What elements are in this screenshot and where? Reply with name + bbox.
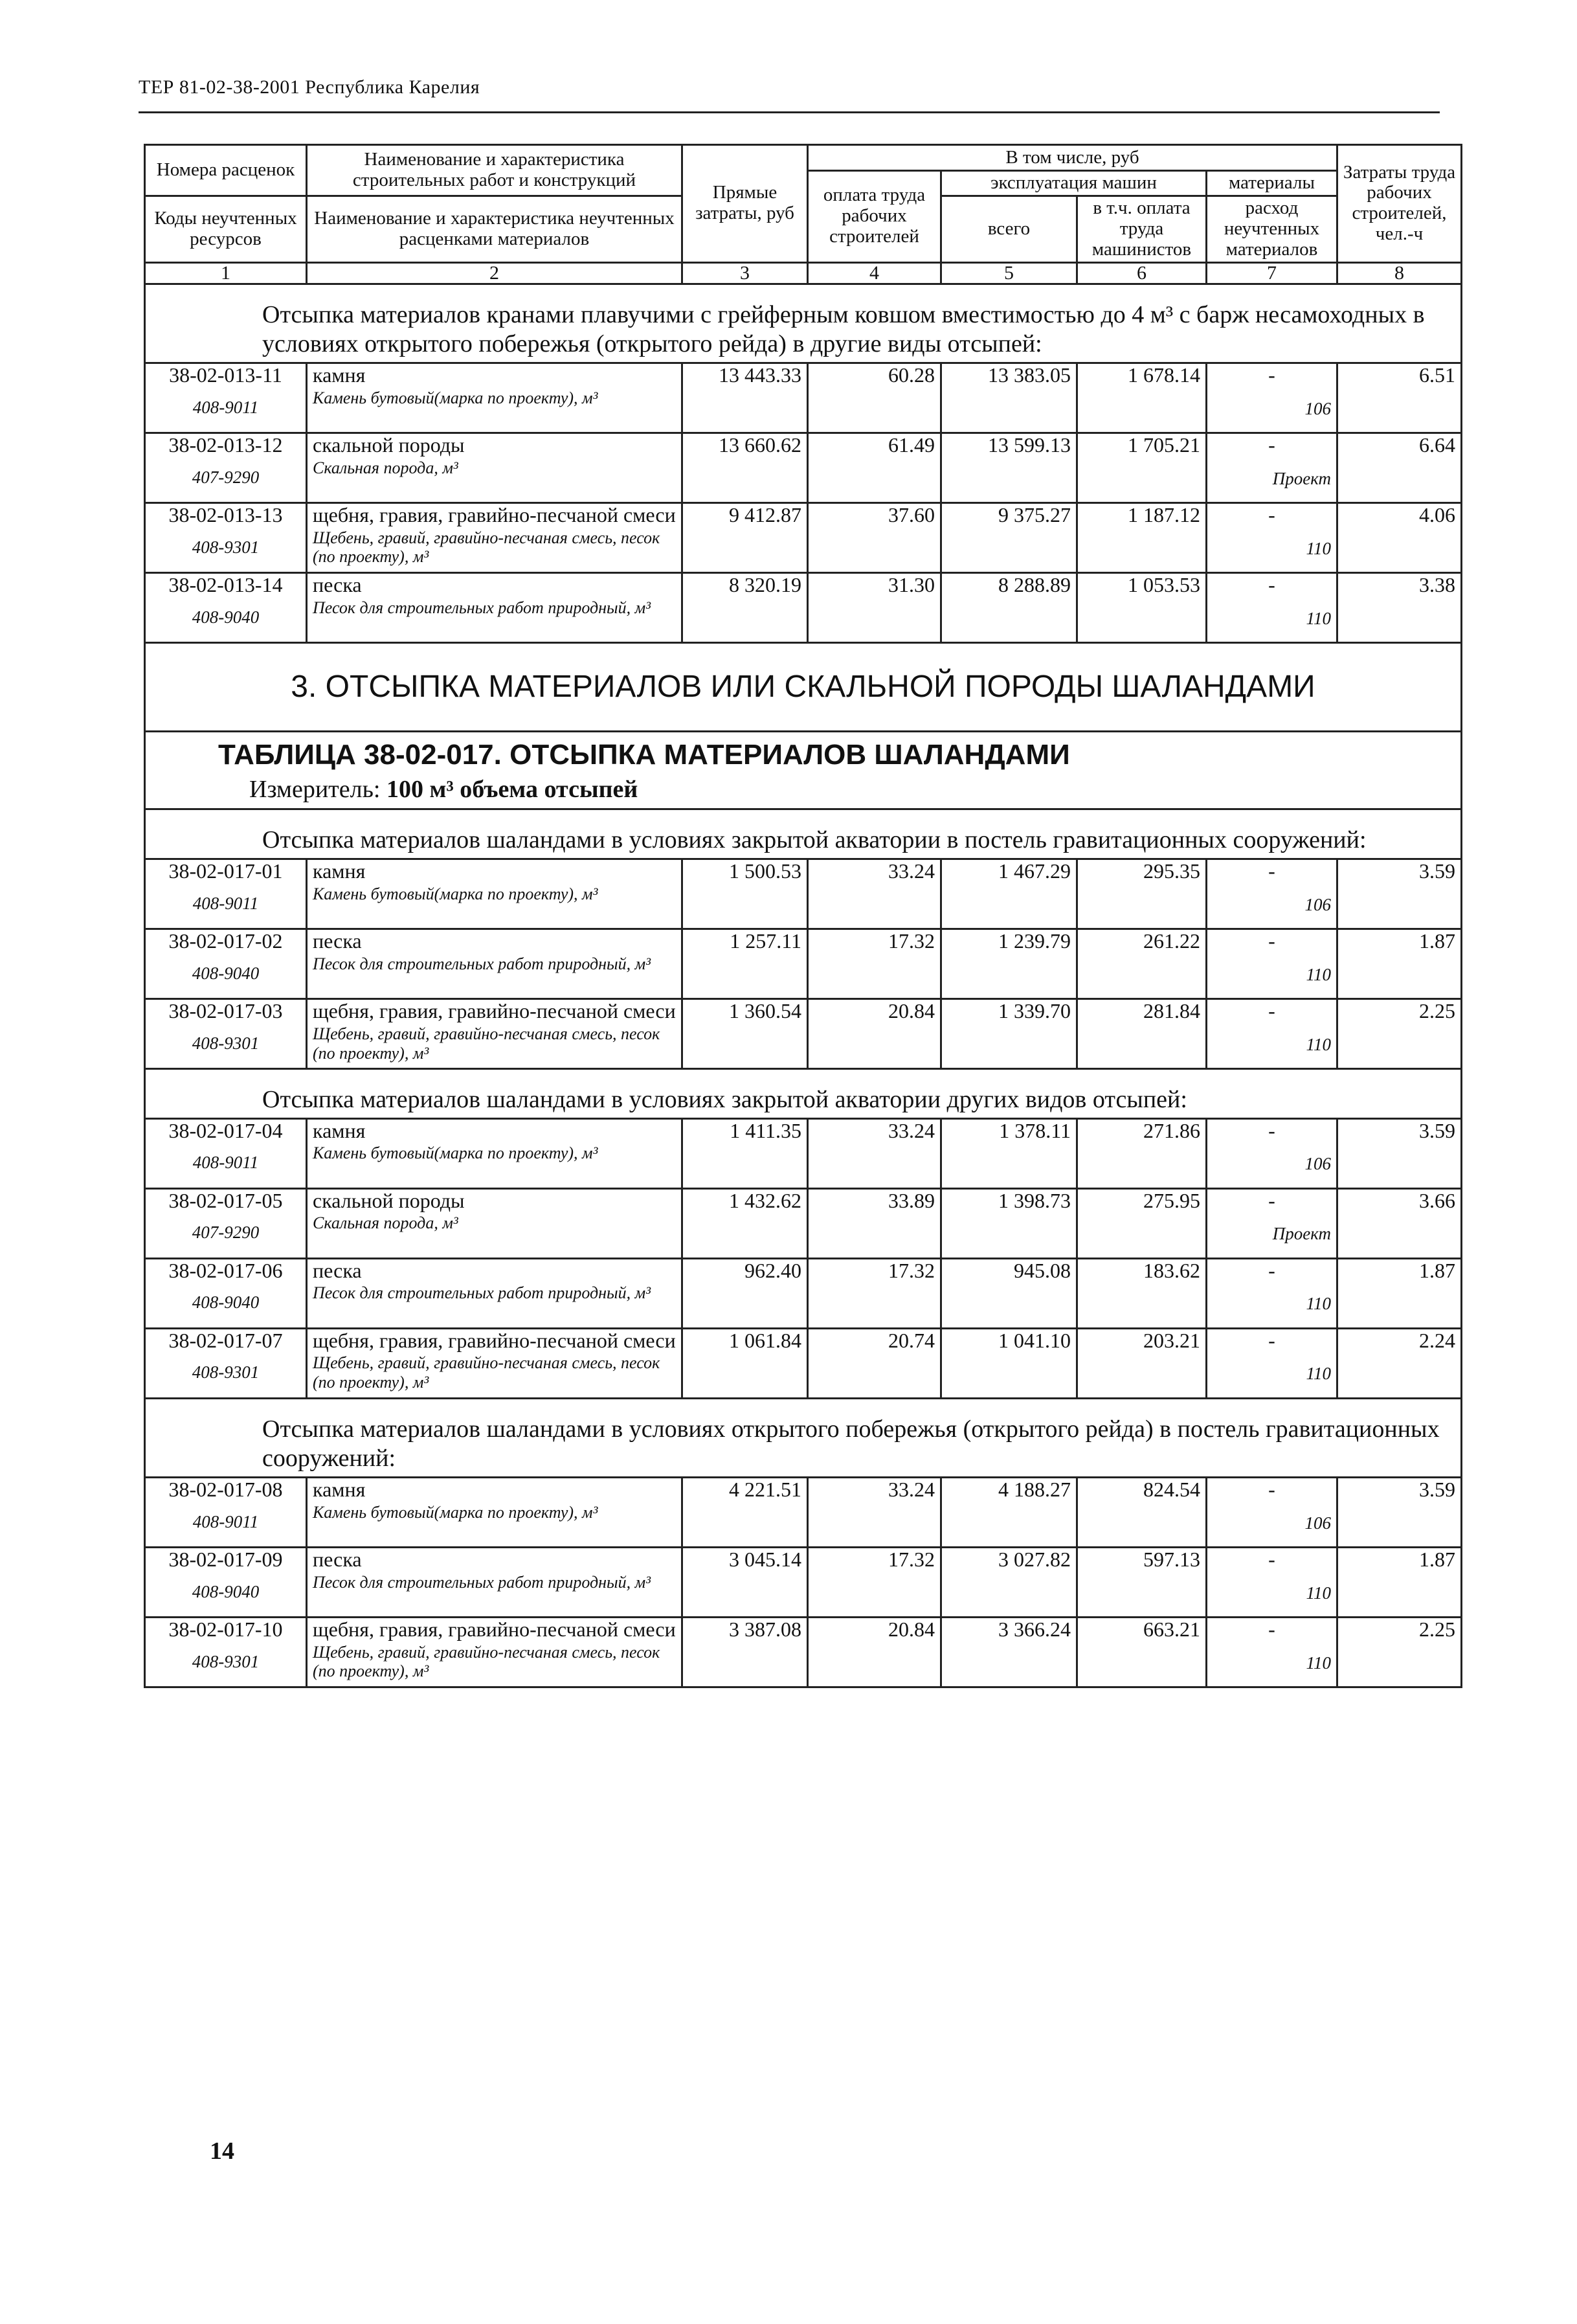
direct-costs: 3 387.08 (682, 1617, 808, 1687)
resource-code: 408-9011 (192, 397, 259, 417)
material-usage-cell (1207, 998, 1337, 1068)
labor-hours: 2.25 (1337, 1617, 1462, 1687)
material-name: Щебень, гравий, гравийно-песчаная смесь, песок (по проекту), м³ (313, 1642, 660, 1681)
unit-label: Измеритель: (249, 775, 381, 803)
material-name: Камень бутовый(марка по проекту), м³ (313, 388, 598, 407)
work-name: щебня, гравия, гравийно-песчаной смеси (313, 1328, 676, 1352)
name-cell (307, 1547, 682, 1617)
resource-code: 408-9040 (192, 1581, 260, 1601)
material-usage-cell (1207, 1188, 1337, 1258)
worker-pay: 20.74 (808, 1328, 941, 1398)
material-quantity: 110 (1306, 1653, 1331, 1673)
machines-total: 3 366.24 (941, 1617, 1077, 1687)
rate-code-cell (145, 1477, 307, 1547)
machinist-pay: 597.13 (1077, 1547, 1207, 1617)
rate-code-cell (145, 998, 307, 1068)
material-dash: - (1268, 1258, 1275, 1282)
worker-pay: 17.32 (808, 929, 941, 998)
group-heading-row (145, 284, 1462, 363)
material-name: Скальная порода, м³ (313, 1213, 458, 1233)
rate-code-cell (145, 572, 307, 642)
material-dash: - (1268, 363, 1275, 387)
name-cell (307, 859, 682, 929)
machines-total: 1 467.29 (941, 859, 1077, 929)
group-heading-row (145, 1068, 1462, 1118)
material-dash: - (1268, 433, 1275, 457)
table-row (145, 572, 1462, 642)
machinist-pay: 663.21 (1077, 1617, 1207, 1687)
group-heading-row (145, 642, 1462, 731)
machines-total: 4 188.27 (941, 1477, 1077, 1547)
material-dash: - (1268, 929, 1275, 953)
material-name: Щебень, гравий, гравийно-песчаная смесь, песок (по проекту), м³ (313, 528, 660, 567)
table-row (145, 1258, 1462, 1328)
rate-code: 38-02-017-05 (168, 1188, 283, 1212)
column-number: 2 (307, 262, 682, 284)
worker-pay: 17.32 (808, 1547, 941, 1617)
material-dash: - (1268, 1477, 1275, 1501)
material-name: Камень бутовый(марка по проекту), м³ (313, 1144, 598, 1163)
direct-costs: 1 061.84 (682, 1328, 808, 1398)
labor-hours: 6.64 (1337, 433, 1462, 502)
column-number: 1 (145, 262, 307, 284)
machinist-pay: 183.62 (1077, 1258, 1207, 1328)
work-name: щебня, гравия, гравийно-песчаной смеси (313, 998, 676, 1022)
name-cell (307, 1188, 682, 1258)
work-name: камня (313, 363, 366, 387)
table-row (145, 1328, 1462, 1398)
material-usage-cell (1207, 363, 1337, 433)
direct-costs: 8 320.19 (682, 572, 808, 642)
machinist-pay: 1 678.14 (1077, 363, 1207, 433)
name-cell (307, 363, 682, 433)
material-quantity: 110 (1306, 1364, 1331, 1384)
table-title-row (145, 731, 1462, 809)
material-dash: - (1268, 502, 1275, 526)
work-name: щебня, гравия, гравийно-песчаной смеси (313, 502, 676, 526)
machinist-pay: 281.84 (1077, 998, 1207, 1068)
group-heading-row (145, 1398, 1462, 1477)
direct-costs: 962.40 (682, 1258, 808, 1328)
machines-total: 1 041.10 (941, 1328, 1077, 1398)
header-machines: эксплуатация машин (941, 171, 1207, 196)
rate-code-cell (145, 502, 307, 572)
work-name: камня (313, 1118, 366, 1142)
table-row (145, 363, 1462, 433)
header-work-name: Наименование и характеристика строительных работ и конструкций (307, 145, 682, 196)
material-usage-cell (1207, 1118, 1337, 1188)
resource-code: 408-9301 (192, 1651, 260, 1671)
material-name: Щебень, гравий, гравийно-песчаная смесь, песок (по проекту), м³ (313, 1353, 660, 1392)
header-direct-costs: Прямые затраты, руб (682, 145, 808, 263)
machinist-pay: 271.86 (1077, 1118, 1207, 1188)
column-number: 4 (808, 262, 941, 284)
resource-code: 408-9301 (192, 1033, 260, 1053)
header-group-including: В том числе, руб (808, 145, 1337, 171)
work-name: песка (313, 1547, 362, 1571)
rate-code: 38-02-017-08 (168, 1477, 283, 1501)
machinist-pay: 295.35 (1077, 859, 1207, 929)
worker-pay: 33.89 (808, 1188, 941, 1258)
material-quantity: 106 (1304, 398, 1331, 418)
direct-costs: 1 257.11 (682, 929, 808, 998)
direct-costs: 9 412.87 (682, 502, 808, 572)
rate-code-cell (145, 1258, 307, 1328)
resource-code: 408-9011 (192, 1511, 259, 1531)
rate-code: 38-02-017-10 (168, 1617, 283, 1641)
table-row (145, 859, 1462, 929)
header-machines-total: всего (941, 196, 1077, 262)
machines-total: 13 383.05 (941, 363, 1077, 433)
worker-pay: 31.30 (808, 572, 941, 642)
material-dash: - (1268, 1188, 1275, 1212)
rates-table-body (145, 284, 1462, 1687)
direct-costs: 1 411.35 (682, 1118, 808, 1188)
name-cell (307, 1258, 682, 1328)
labor-hours: 3.59 (1337, 1118, 1462, 1188)
machinist-pay: 203.21 (1077, 1328, 1207, 1398)
group-heading: 3. ОТСЫПКА МАТЕРИАЛОВ ИЛИ СКАЛЬНОЙ ПОРОДЫ ШАЛАНДАМИ (145, 642, 1462, 731)
direct-costs: 13 660.62 (682, 433, 808, 502)
labor-hours: 3.66 (1337, 1188, 1462, 1258)
machinist-pay: 824.54 (1077, 1477, 1207, 1547)
labor-hours: 3.59 (1337, 1477, 1462, 1547)
resource-code: 407-9290 (192, 1223, 260, 1243)
machines-total: 1 378.11 (941, 1118, 1077, 1188)
labor-hours: 1.87 (1337, 1258, 1462, 1328)
machines-total: 1 398.73 (941, 1188, 1077, 1258)
machinist-pay: 275.95 (1077, 1188, 1207, 1258)
labor-hours: 1.87 (1337, 929, 1462, 998)
material-usage-cell (1207, 1328, 1337, 1398)
rate-code: 38-02-013-14 (168, 572, 283, 596)
machinist-pay: 1 053.53 (1077, 572, 1207, 642)
machinist-pay: 1 187.12 (1077, 502, 1207, 572)
labor-hours: 2.25 (1337, 998, 1462, 1068)
material-name: Камень бутовый(марка по проекту), м³ (313, 884, 598, 903)
resource-code: 408-9040 (192, 1292, 260, 1313)
rate-code: 38-02-017-07 (168, 1328, 283, 1352)
name-cell (307, 1477, 682, 1547)
name-cell (307, 1118, 682, 1188)
worker-pay: 37.60 (808, 502, 941, 572)
machines-total: 1 339.70 (941, 998, 1077, 1068)
material-quantity: 110 (1306, 1583, 1331, 1603)
table-row (145, 1617, 1462, 1687)
rate-code: 38-02-017-02 (168, 929, 283, 953)
material-name: Камень бутовый(марка по проекту), м³ (313, 1502, 598, 1522)
rate-code-cell (145, 1547, 307, 1617)
name-cell (307, 929, 682, 998)
machinist-pay: 1 705.21 (1077, 433, 1207, 502)
rate-code-cell (145, 1188, 307, 1258)
material-usage-cell (1207, 572, 1337, 642)
material-dash: - (1268, 998, 1275, 1022)
table-row (145, 1547, 1462, 1617)
rate-code-cell (145, 929, 307, 998)
rate-code: 38-02-017-06 (168, 1258, 283, 1282)
rate-code: 38-02-013-11 (169, 363, 282, 387)
material-quantity: Проект (1272, 468, 1331, 488)
labor-hours: 1.87 (1337, 1547, 1462, 1617)
machines-total: 3 027.82 (941, 1547, 1077, 1617)
rate-code-cell (145, 433, 307, 502)
resource-code: 408-9301 (192, 537, 260, 557)
name-cell (307, 998, 682, 1068)
table-row (145, 433, 1462, 502)
resource-code: 408-9040 (192, 607, 260, 627)
worker-pay: 33.24 (808, 1477, 941, 1547)
material-name: Песок для строительных работ природный, м³ (313, 1572, 651, 1592)
rate-code-cell (145, 1118, 307, 1188)
table-row (145, 929, 1462, 998)
name-cell (307, 1328, 682, 1398)
machines-total: 8 288.89 (941, 572, 1077, 642)
material-usage-cell (1207, 433, 1337, 502)
machines-total: 9 375.27 (941, 502, 1077, 572)
machines-total: 1 239.79 (941, 929, 1077, 998)
name-cell (307, 572, 682, 642)
rate-code-cell (145, 1328, 307, 1398)
column-number: 3 (682, 262, 808, 284)
material-quantity: 106 (1304, 894, 1331, 914)
header-machinist-pay: в т.ч. оплата труда машинистов (1077, 196, 1207, 262)
material-quantity: 110 (1306, 1294, 1331, 1314)
material-dash: - (1268, 572, 1275, 596)
material-name: Песок для строительных работ природный, м³ (313, 1283, 651, 1303)
header-material-name: Наименование и характеристика неучтенных расценками материалов (307, 196, 682, 262)
work-name: песка (313, 929, 362, 953)
name-cell (307, 1617, 682, 1687)
header-materials: материалы (1207, 171, 1337, 196)
column-number: 6 (1077, 262, 1207, 284)
material-quantity: 110 (1306, 608, 1331, 628)
rate-code: 38-02-017-04 (168, 1118, 283, 1142)
column-number: 8 (1337, 262, 1462, 284)
page-header: ТЕР 81-02-38-2001 Республика Карелия (139, 76, 480, 98)
labor-hours: 3.38 (1337, 572, 1462, 642)
machines-total: 13 599.13 (941, 433, 1077, 502)
material-quantity: 106 (1304, 1513, 1331, 1533)
material-dash: - (1268, 1328, 1275, 1352)
material-usage-cell (1207, 1617, 1337, 1687)
rate-code-cell (145, 363, 307, 433)
header-labor-hours: Затраты труда рабочих строителей, чел.-ч (1337, 145, 1462, 263)
rate-code-cell (145, 1617, 307, 1687)
material-dash: - (1268, 1547, 1275, 1571)
rate-code: 38-02-017-03 (168, 998, 283, 1022)
labor-hours: 6.51 (1337, 363, 1462, 433)
work-name: щебня, гравия, гравийно-песчаной смеси (313, 1617, 676, 1641)
unit-line (218, 776, 1454, 804)
table-title: ТАБЛИЦА 38-02-017. ОТСЫПКА МАТЕРИАЛОВ ШАЛАНДАМИ (218, 738, 1070, 771)
rate-code: 38-02-013-13 (168, 502, 283, 526)
unit-value: 100 м³ объема отсыпей (386, 775, 638, 803)
material-dash: - (1268, 859, 1275, 883)
header-material-usage: расход неучтенных материалов (1207, 196, 1337, 262)
table-row (145, 1188, 1462, 1258)
group-heading: Отсыпка материалов шаландами в условиях открытого побережья (открытого рейда) в постель гравитационных сооружений: (145, 1398, 1462, 1477)
resource-code: 408-9011 (192, 893, 259, 913)
labor-hours: 4.06 (1337, 502, 1462, 572)
worker-pay: 33.24 (808, 859, 941, 929)
work-name: камня (313, 1477, 366, 1501)
material-quantity: 110 (1306, 1034, 1331, 1054)
material-usage-cell (1207, 1258, 1337, 1328)
rate-code: 38-02-017-09 (168, 1547, 283, 1571)
resource-code: 408-9301 (192, 1362, 260, 1382)
rate-code: 38-02-013-12 (168, 433, 283, 457)
work-name: скальной породы (313, 1188, 465, 1212)
rates-table (144, 144, 1462, 1688)
material-usage-cell (1207, 929, 1337, 998)
material-dash: - (1268, 1118, 1275, 1142)
resource-code: 408-9011 (192, 1153, 259, 1173)
table-row (145, 1477, 1462, 1547)
direct-costs: 1 500.53 (682, 859, 808, 929)
machines-total: 945.08 (941, 1258, 1077, 1328)
material-quantity: 110 (1306, 538, 1331, 558)
group-heading-row (145, 809, 1462, 859)
worker-pay: 33.24 (808, 1118, 941, 1188)
material-name: Щебень, гравий, гравийно-песчаная смесь, песок (по проекту), м³ (313, 1024, 660, 1063)
direct-costs: 3 045.14 (682, 1547, 808, 1617)
page-number: 14 (210, 2138, 234, 2165)
material-usage-cell (1207, 1547, 1337, 1617)
material-name: Песок для строительных работ природный, м³ (313, 954, 651, 973)
material-quantity: 106 (1304, 1154, 1331, 1174)
header-worker-pay: оплата труда рабочих строителей (808, 171, 941, 263)
group-heading: Отсыпка материалов шаландами в условиях закрытой акватории в постель гравитационных сооружений: (145, 809, 1462, 859)
worker-pay: 60.28 (808, 363, 941, 433)
direct-costs: 13 443.33 (682, 363, 808, 433)
rate-code: 38-02-017-01 (168, 859, 283, 883)
labor-hours: 3.59 (1337, 859, 1462, 929)
name-cell (307, 433, 682, 502)
machinist-pay: 261.22 (1077, 929, 1207, 998)
work-name: песка (313, 572, 362, 596)
direct-costs: 1 360.54 (682, 998, 808, 1068)
direct-costs: 4 221.51 (682, 1477, 808, 1547)
resource-code: 407-9290 (192, 467, 260, 487)
worker-pay: 17.32 (808, 1258, 941, 1328)
group-heading: Отсыпка материалов шаландами в условиях закрытой акватории других видов отсыпей: (145, 1068, 1462, 1118)
rate-code-cell (145, 859, 307, 929)
header-rate-numbers: Номера расценок (145, 145, 307, 196)
column-number: 5 (941, 262, 1077, 284)
worker-pay: 20.84 (808, 998, 941, 1068)
labor-hours: 2.24 (1337, 1328, 1462, 1398)
work-name: скальной породы (313, 433, 465, 457)
table-row (145, 502, 1462, 572)
column-number: 7 (1207, 262, 1337, 284)
material-usage-cell (1207, 1477, 1337, 1547)
table-row (145, 1118, 1462, 1188)
worker-pay: 61.49 (808, 433, 941, 502)
header-resource-codes: Коды неучтенных ресурсов (145, 196, 307, 262)
resource-code: 408-9040 (192, 963, 260, 983)
work-name: камня (313, 859, 366, 883)
material-name: Скальная порода, м³ (313, 458, 458, 477)
table-row (145, 998, 1462, 1068)
worker-pay: 20.84 (808, 1617, 941, 1687)
group-heading: Отсыпка материалов кранами плавучими с грейферным ковшом вместимостью до 4 м³ с барж несамоходных в условиях открытого побережья (открытого рейда) в другие виды отсыпей: (145, 284, 1462, 363)
material-name: Песок для строительных работ природный, м³ (313, 598, 651, 617)
table-title-cell (145, 731, 1462, 809)
work-name: песка (313, 1258, 362, 1282)
material-usage-cell (1207, 502, 1337, 572)
material-quantity: Проект (1272, 1224, 1331, 1244)
material-quantity: 110 (1306, 964, 1331, 984)
header-rule (139, 111, 1440, 113)
material-usage-cell (1207, 859, 1337, 929)
material-dash: - (1268, 1617, 1275, 1641)
direct-costs: 1 432.62 (682, 1188, 808, 1258)
name-cell (307, 502, 682, 572)
